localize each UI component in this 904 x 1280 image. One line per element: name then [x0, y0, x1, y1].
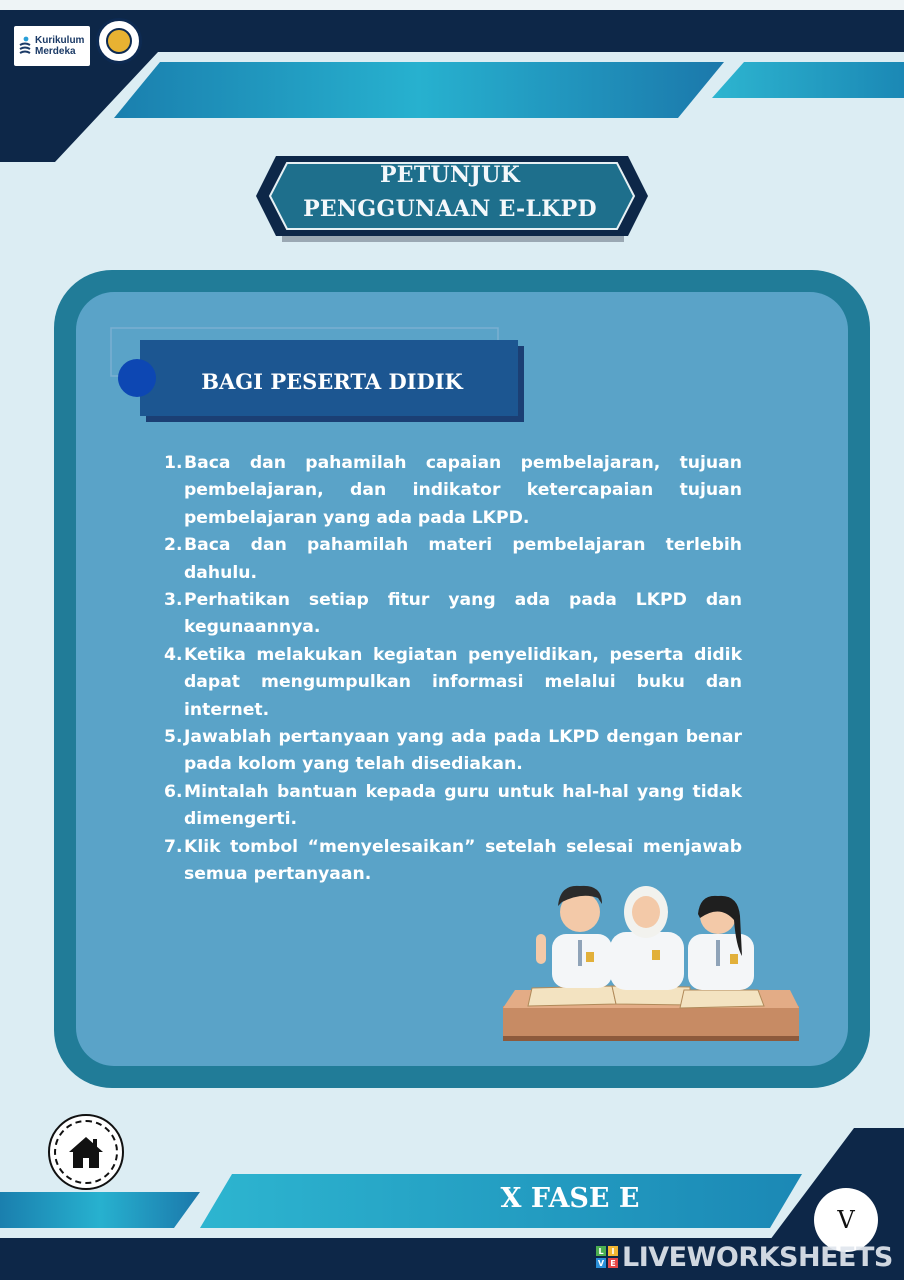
logo-letter: V	[597, 1258, 605, 1268]
list-text: Baca dan pahamilah materi pembelajaran terlebih dahulu.	[184, 535, 742, 583]
list-item	[164, 834, 742, 889]
next-button[interactable]: V	[814, 1188, 878, 1252]
list-number: 7.	[164, 836, 183, 857]
list-item	[164, 532, 742, 587]
list-text: Klik tombol “menyelesaikan” setelah selesai menjawab semua pertanyaan.	[184, 836, 742, 885]
list-number: 1.	[164, 453, 183, 473]
section-label: BAGI PESERTA DIDIK	[201, 368, 463, 394]
home-icon	[67, 1134, 105, 1170]
liveworksheets-watermark	[596, 1242, 893, 1272]
watermark-text: LIVEWORKSHEETS	[622, 1241, 893, 1273]
kurikulum-logo-icon	[18, 36, 32, 56]
list-item	[164, 724, 742, 779]
liveworksheets-logo-icon	[596, 1246, 618, 1268]
instruction-list	[164, 450, 742, 889]
logo-letter: E	[608, 1258, 618, 1268]
list-number: 6.	[164, 781, 183, 802]
title-line-2: PENGGUNAAN E-LKPD	[303, 196, 597, 222]
list-item	[164, 642, 742, 724]
list-number: 4.	[164, 644, 183, 665]
list-text: Mintalah bantuan kepada guru untuk hal-hal yang tidak dimengerti.	[184, 781, 742, 830]
list-item	[164, 587, 742, 642]
list-item	[164, 450, 742, 532]
page-title	[280, 158, 620, 226]
logo-letter: L	[596, 1246, 606, 1256]
list-text: Perhatikan setiap fitur yang ada pada LKPD dan kegunaannya.	[184, 590, 742, 638]
logo-line-2: Merdeka	[35, 46, 76, 57]
list-number: 5.	[164, 727, 183, 748]
logo-line-1: Kurikulum	[35, 35, 85, 46]
list-number: 2.	[164, 535, 183, 556]
class-phase-label: X FASE E	[500, 1183, 640, 1214]
logo-letter: I	[608, 1246, 618, 1256]
list-text: Baca dan pahamilah capaian pembelajaran, tujuan pembelajaran, dan indikator ketercapaian tujuan pembelajaran yang ada pada LKPD.	[184, 453, 742, 528]
list-number: 3.	[164, 590, 183, 611]
kurikulum-merdeka-logo	[14, 26, 90, 66]
home-button[interactable]	[48, 1114, 124, 1190]
list-text: Jawablah pertanyaan yang ada pada LKPD dengan benar pada kolom yang telah disediakan.	[184, 727, 742, 775]
title-line-1: PETUNJUK	[379, 162, 521, 188]
university-seal-icon	[96, 18, 142, 64]
list-item	[164, 779, 742, 834]
list-text: Ketika melakukan kegiatan penyelidikan, peserta didik dapat mengumpulkan informasi melalui buku dan internet.	[184, 644, 742, 720]
logo-text	[35, 35, 84, 57]
